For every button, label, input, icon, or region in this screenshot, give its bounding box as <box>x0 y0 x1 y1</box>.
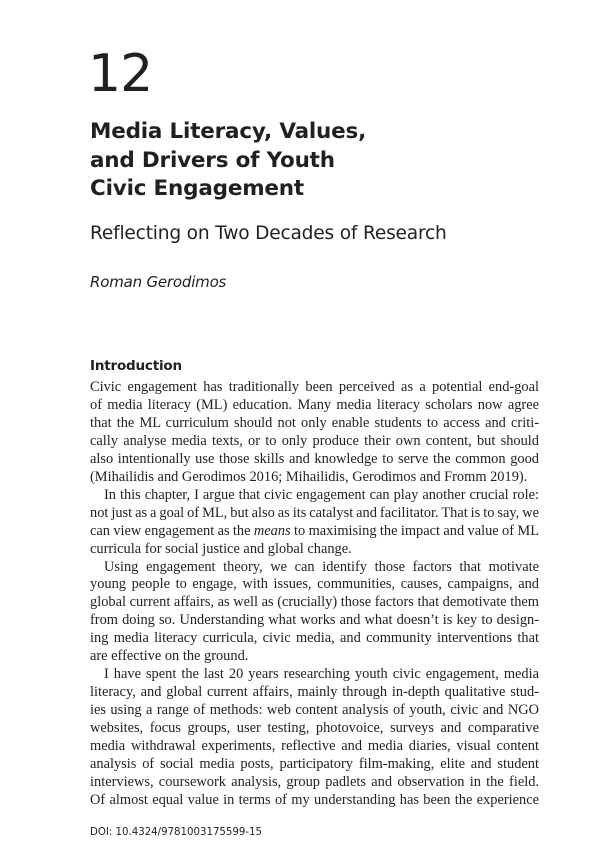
body-line: interviews, coursework analysis, group padlets and observation in the field. <box>90 773 539 790</box>
body-line: ies using a range of methods: web content analysis of youth, civic and NGO <box>90 702 539 719</box>
body-line: young people to engage, with issues, communities, causes, campaigns, and <box>90 576 539 593</box>
body-line: Civic engagement has traditionally been perceived as a potential end-goal <box>90 379 539 395</box>
body-line: not just as a goal of ML, but also as its catalyst and facilitator. That is to say, we <box>90 504 539 521</box>
body-line: literacy, and global current affairs, mainly through in-depth qualitative stud- <box>90 684 539 701</box>
chapter-subtitle: Reflecting on Two Decades of Research <box>90 223 447 244</box>
body-line: global current affairs, as well as (crucially) those factors that demotivate them <box>90 594 539 611</box>
body-line: In this chapter, I argue that civic engagement can play another crucial role: <box>104 486 539 503</box>
author-name: Roman Gerodimos <box>90 273 227 291</box>
body-line: from doing so. Understanding what works and what doesn’t is key to design- <box>90 612 539 629</box>
body-line: Of almost equal value in terms of my understanding has been the experience <box>90 791 539 808</box>
body-line: analysis of social media posts, participatory film-making, elite and student <box>90 756 539 773</box>
body-line: cally analyse media texts, or to only produce their own content, but should <box>90 432 539 449</box>
body-line: that the ML curriculum should not only enable students to access and criti- <box>90 414 539 431</box>
body-line-text: can view engagement as the <box>90 522 254 539</box>
emphasis-text: means <box>253 522 291 539</box>
chapter-number: 12 <box>88 44 153 104</box>
body-line: also intentionally use those skills and knowledge to serve the common good <box>90 450 539 467</box>
section-heading: Introduction <box>90 358 182 374</box>
body-line: are effective on the ground. <box>90 648 249 665</box>
body-line: (Mihailidis and Gerodimos 2016; Mihailidis, Gerodimos and Fromm 2019). <box>90 468 528 485</box>
chapter-title-line: Civic Engagement <box>90 176 304 201</box>
chapter-title <box>90 118 366 204</box>
body-line: Using engagement theory, we can identify those factors that motivate <box>104 558 539 575</box>
body-line <box>90 523 539 541</box>
body-line: ing media literacy curricula, civic media, and community interventions that <box>90 630 539 647</box>
body-line: I have spent the last 20 years researching youth civic engagement, media <box>104 666 539 683</box>
body-line: of media literacy (ML) education. Many media literacy scholars now agree <box>90 396 539 413</box>
chapter-title-line: Media Literacy, Values, <box>90 119 367 144</box>
body-line: websites, focus groups, user testing, photovoice, surveys and comparative <box>90 720 539 737</box>
body-line-text: to maximising the impact and value of ML <box>290 522 539 539</box>
doi-footer: DOI: 10.4324/9781003175599-15 <box>90 827 262 838</box>
body-text <box>90 379 539 810</box>
body-line: curricula for social justice and global change. <box>90 540 352 557</box>
chapter-title-line: and Drivers of Youth <box>90 147 335 173</box>
body-line: media withdrawal experiments, reflective and media diaries, visual content <box>90 738 539 755</box>
